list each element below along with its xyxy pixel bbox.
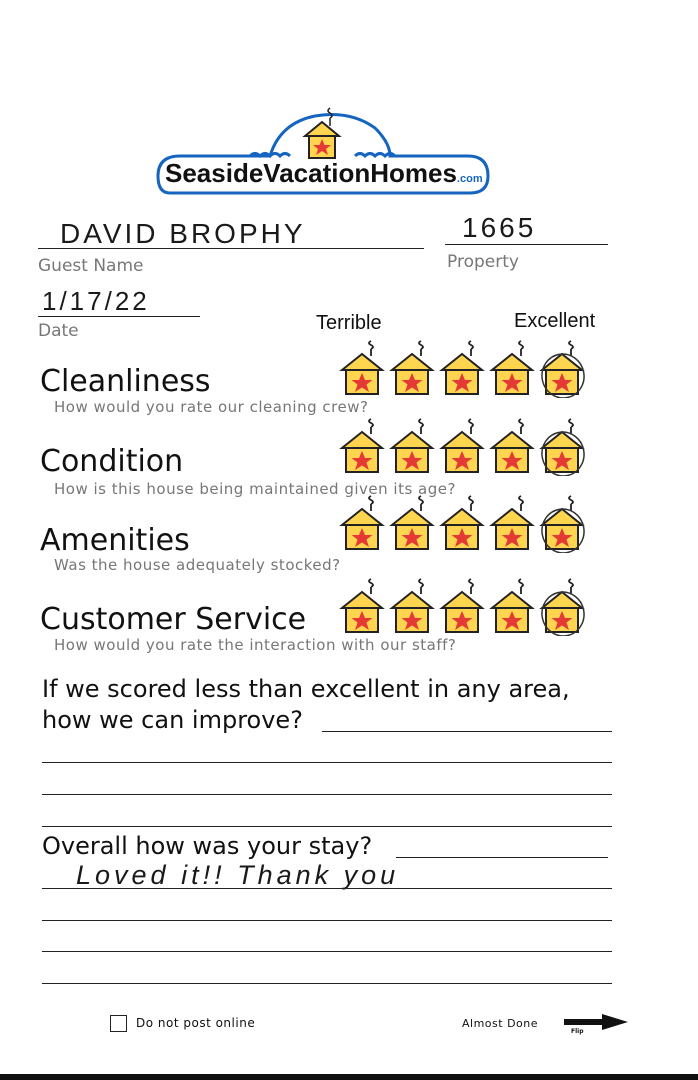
category-subtitle-condition: How is this house being maintained given its age? <box>54 480 456 498</box>
house-rating-icon[interactable] <box>488 495 536 557</box>
logo-brand-text: SeasideVacationHomes <box>165 158 457 188</box>
overall-line-1 <box>396 857 608 858</box>
overall-answer: Loved it!! Thank you <box>76 860 400 890</box>
overall-line-5 <box>42 983 612 984</box>
improve-question-line1: If we scored less than excellent in any area, <box>42 675 570 703</box>
improve-question-line2: how we can improve? <box>42 706 303 734</box>
house-rating-icon[interactable] <box>538 340 586 402</box>
house-rating-icon[interactable] <box>338 578 386 640</box>
improve-line-1 <box>322 731 612 732</box>
house-rating-icon[interactable] <box>338 495 386 557</box>
rating-row-customer-service <box>338 578 586 640</box>
rating-row-amenities <box>338 495 586 557</box>
category-subtitle-customer-service: How would you rate the interaction with our staff? <box>54 636 457 654</box>
overall-line-3 <box>42 920 612 921</box>
house-rating-icon[interactable] <box>438 578 486 640</box>
improve-line-3 <box>42 794 612 795</box>
flip-label: Flip <box>571 1028 584 1035</box>
property-label: Property <box>447 252 519 272</box>
category-subtitle-cleanliness: How would you rate our cleaning crew? <box>54 398 369 416</box>
category-title-amenities: Amenities <box>40 523 190 558</box>
scale-high-label: Excellent <box>514 310 596 332</box>
scale-low-label: Terrible <box>316 312 382 334</box>
category-title-cleanliness: Cleanliness <box>40 364 211 399</box>
house-rating-icon[interactable] <box>388 495 436 557</box>
house-rating-icon[interactable] <box>488 578 536 640</box>
house-rating-icon[interactable] <box>438 340 486 402</box>
overall-question: Overall how was your stay? <box>42 832 373 860</box>
category-subtitle-amenities: Was the house adequately stocked? <box>54 556 341 574</box>
house-rating-icon[interactable] <box>538 578 586 640</box>
house-rating-icon[interactable] <box>488 340 536 402</box>
property-line <box>445 244 608 245</box>
house-rating-icon[interactable] <box>388 418 436 480</box>
category-title-condition: Condition <box>40 444 184 479</box>
house-rating-icon[interactable] <box>538 495 586 557</box>
house-rating-icon[interactable] <box>438 495 486 557</box>
overall-line-4 <box>42 951 612 952</box>
house-rating-icon[interactable] <box>338 418 386 480</box>
guest-name-line <box>38 248 424 249</box>
category-title-customer-service: Customer Service <box>40 602 307 637</box>
rating-row-condition <box>338 418 586 480</box>
bottom-edge <box>0 1074 698 1080</box>
house-rating-icon[interactable] <box>438 418 486 480</box>
almost-done-label: Almost Done <box>462 1017 539 1030</box>
overall-line-2 <box>42 888 612 889</box>
logo-graphic <box>150 98 495 208</box>
property-value: 1665 <box>462 212 537 243</box>
house-rating-icon[interactable] <box>338 340 386 402</box>
date-label: Date <box>38 321 79 341</box>
improve-line-4 <box>42 826 612 827</box>
logo-suffix: .com <box>456 173 483 185</box>
date-value: 1/17/22 <box>42 286 150 316</box>
house-rating-icon[interactable] <box>538 418 586 480</box>
do-not-post-checkbox[interactable] <box>110 1015 127 1032</box>
guest-name-value: DAVID BROPHY <box>60 218 306 249</box>
do-not-post-label: Do not post online <box>136 1016 256 1030</box>
house-rating-icon[interactable] <box>388 578 436 640</box>
guest-name-label: Guest Name <box>38 256 144 276</box>
house-rating-icon[interactable] <box>488 418 536 480</box>
house-rating-icon[interactable] <box>388 340 436 402</box>
logo <box>150 98 495 208</box>
improve-line-2 <box>42 762 612 763</box>
rating-row-cleanliness <box>338 340 586 402</box>
date-line <box>38 316 200 317</box>
